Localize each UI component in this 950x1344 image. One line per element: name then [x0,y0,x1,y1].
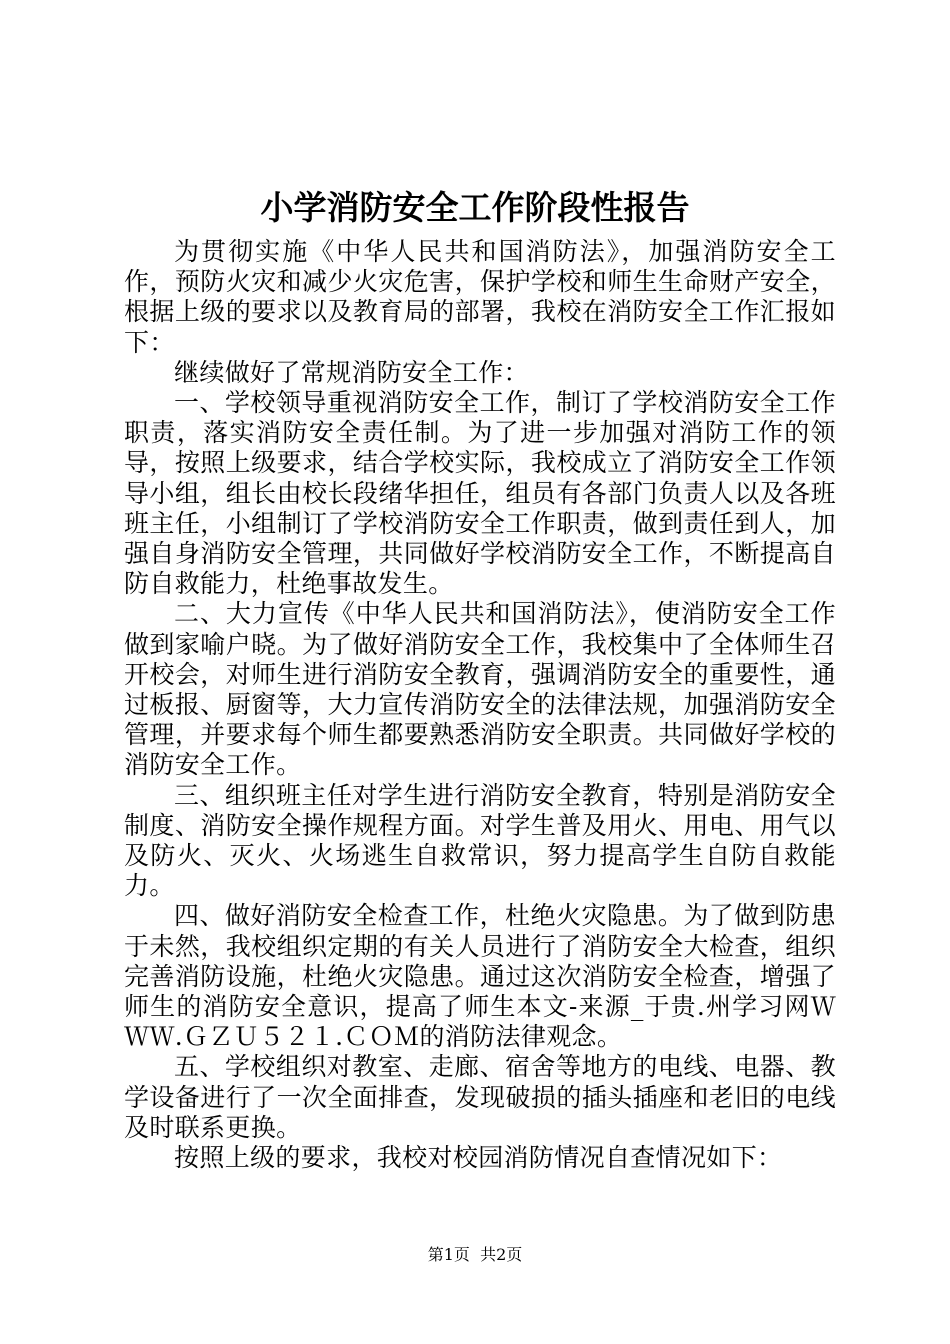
document-title: 小学消防安全工作阶段性报告 [260,188,690,227]
page-number: 第1页 共2页 [427,1245,523,1264]
paragraph-item-2: 二、大力宣传《中华人民共和国消防法》，使消防安全工作做到家喻户晓。为了做好消防安全工作，我校集中了全体师生召开校会，对师生进行消防安全教育，强调消防安全的重要性，通过板报、厨窗等，大力宣传消防安全的法律法规，加强消防安全管理，并要求每个师生都要熟悉消防安全职责。共同做好学校的消防安全工作。 [124,599,836,780]
paragraph-item-1: 一、学校领导重视消防安全工作，制订了学校消防安全工作职责，落实消防安全责任制。为了进一步加强对消防工作的领导，按照上级要求，结合学校实际，我校成立了消防安全工作领导小组，组长由校长段绪华担任，组员有各部门负责人以及各班班主任，小组制订了学校消防安全工作职责，做到责任到人，加强自身消防安全管理，共同做好学校消防安全工作，不断提高自防自救能力，杜绝事故发生。 [124,388,836,599]
paragraph-self-check: 按照上级的要求，我校对校园消防情况自查情况如下： [174,1143,783,1173]
page-footer [0,1244,950,1266]
paragraph-item-4: 四、做好消防安全检查工作，杜绝火灾隐患。为了做到防患于未然，我校组织定期的有关人员进行了消防安全大检查，组织完善消防设施，杜绝火灾隐患。通过这次消防安全检查，增强了师生的消防安全意识，提高了师生本文-来源_于贵.州学习网ＷＷＷ.ＧＺＵ５２１.ＣＯＭ的消防法律观念。 [124,901,836,1052]
paragraph-intro: 为贯彻实施《中华人民共和国消防法》，加强消防安全工作，预防火灾和减少火灾危害，保护学校和师生生命财产安全，根据上级的要求以及教育局的部署，我校在消防安全工作汇报如下： [124,237,836,357]
paragraph-item-3: 三、组织班主任对学生进行消防安全教育，特别是消防安全制度、消防安全操作规程方面。对学生普及用火、用电、用气以及防火、灭火、火场逃生自救常识，努力提高学生自防自救能力。 [124,780,836,901]
paragraph-item-5: 五、学校组织对教室、走廊、宿舍等地方的电线、电器、教学设备进行了一次全面排查，发现破损的插头插座和老旧的电线及时联系更换。 [124,1052,836,1142]
paragraph-routine-work: 继续做好了常规消防安全工作： [174,357,529,387]
document-body [124,237,836,1173]
